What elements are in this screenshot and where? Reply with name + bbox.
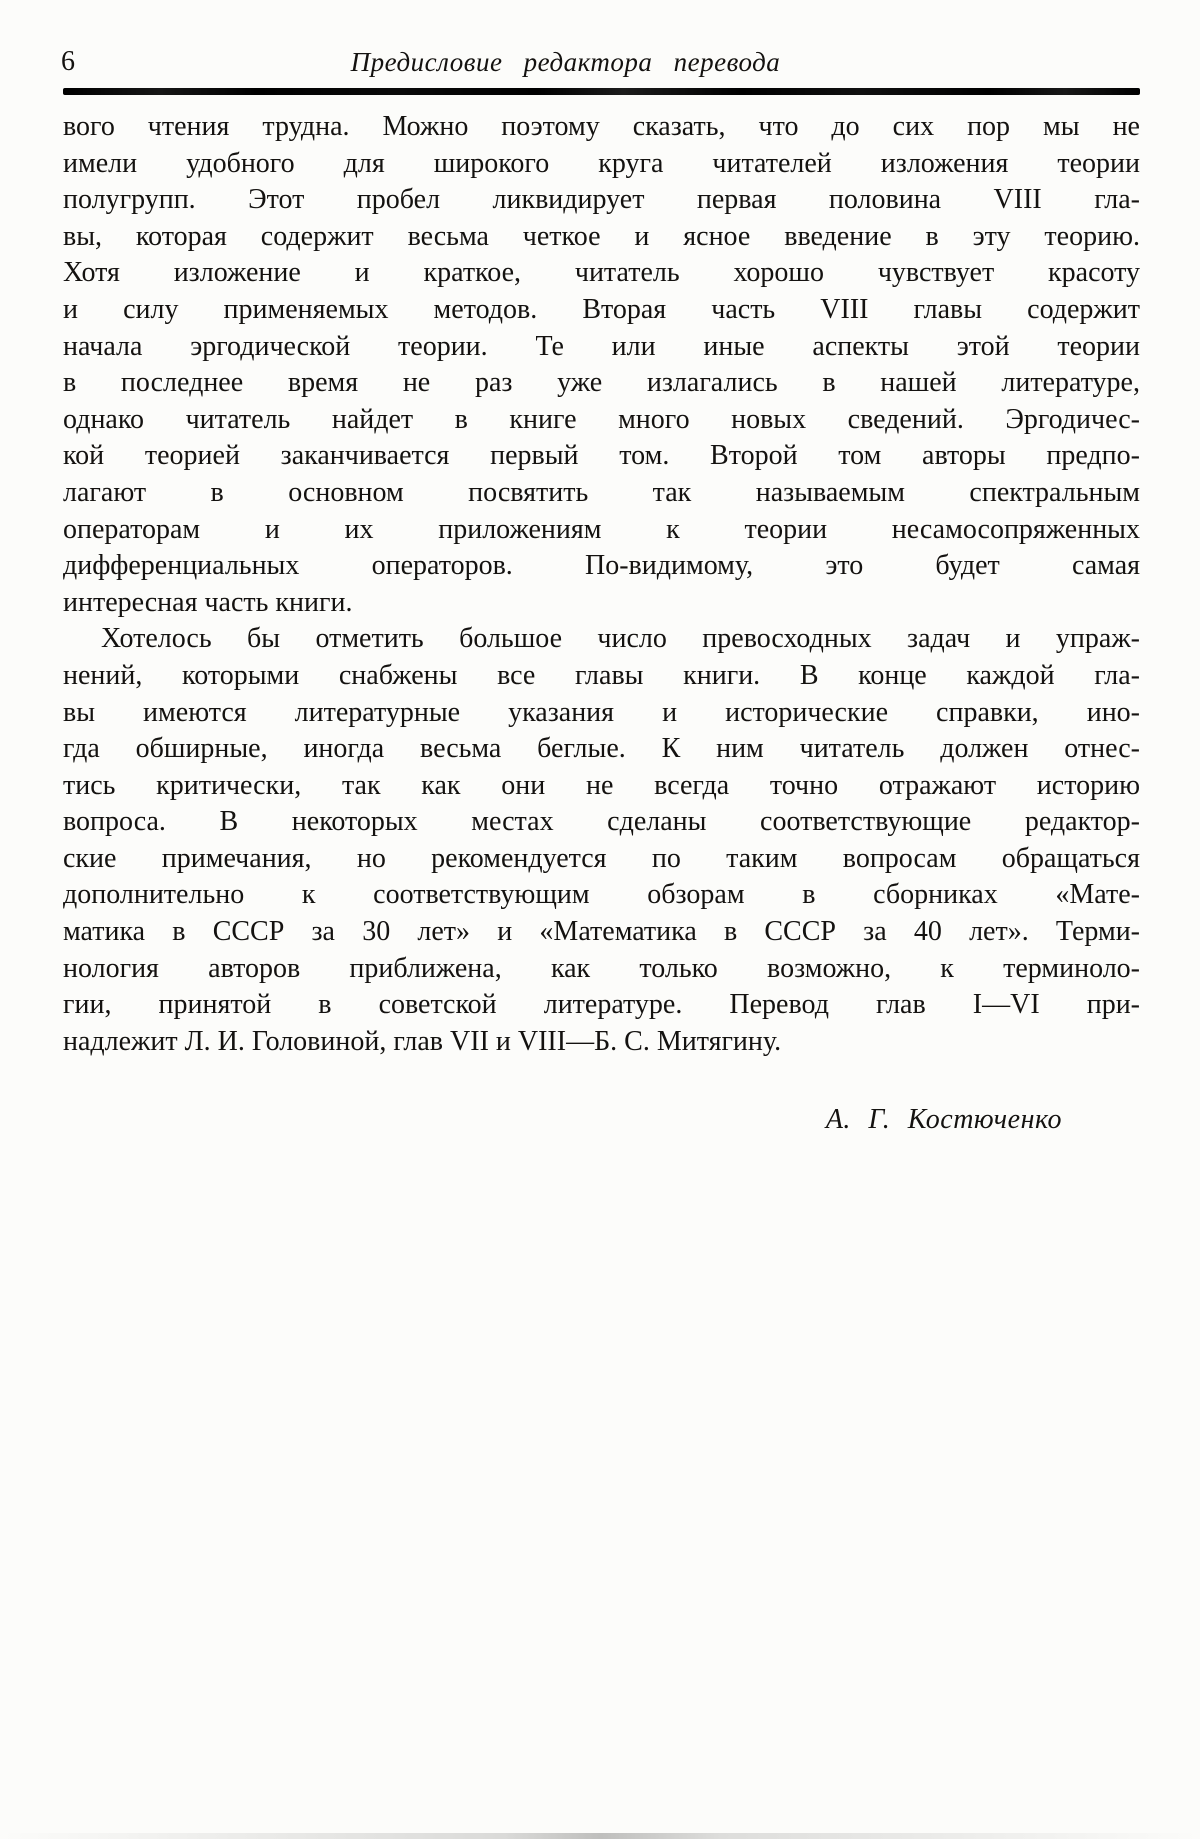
editor-signature: А. Г. Костюченко: [825, 1104, 1062, 1136]
text-line: нология авторов приближена, как только возможно, к терминоло-: [63, 952, 1140, 984]
text-line: гда обширные, иногда весьма беглые. К ним читатель должен отнес-: [63, 733, 1140, 765]
text-line: в последнее время не раз уже излагались в нашей литературе,: [63, 367, 1140, 399]
text-line: однако читатель найдет в книге много новых сведений. Эргодичес-: [63, 403, 1140, 435]
text-line: операторам и их приложениям к теории несамосопряженных: [63, 513, 1140, 545]
text-line: нений, которыми снабжены все главы книги. В конце каждой гла-: [63, 659, 1140, 691]
text-line: матика в СССР за 30 лет» и «Математика в СССР за 40 лет». Терми-: [63, 916, 1140, 948]
text-line: дополнительно к соответствующим обзорам в сборниках «Мате-: [63, 879, 1140, 911]
text-line: вопроса. В некоторых местах сделаны соответствующие редактор-: [63, 806, 1140, 838]
header-rule: [63, 88, 1140, 95]
running-header-title: Предисловие редактора перевода: [350, 47, 781, 77]
text-line: вого чтения трудна. Можно поэтому сказать, что до сих пор мы не: [63, 111, 1140, 142]
text-line: вы имеются литературные указания и исторические справки, ино-: [63, 696, 1140, 728]
text-line: ские примечания, но рекомендуется по таким вопросам обращаться: [63, 842, 1140, 874]
text-line: тись критически, так как они не всегда точно отражают историю: [63, 769, 1140, 801]
text-line: Хотя изложение и краткое, читатель хорошо чувствует красоту: [63, 257, 1140, 289]
text-line: надлежит Л. И. Головиной, глав VII и VIII—Б. С. Митягину.: [63, 1025, 782, 1057]
scan-edge-artifact: [0, 1833, 1200, 1839]
page-header: [63, 46, 1140, 82]
text-line: начала эргодической теории. Те или иные аспекты этой теории: [63, 330, 1140, 362]
text-line: Хотелось бы отметить большое число превосходных задач и упраж-: [101, 623, 1140, 655]
text-line: кой теорией заканчивается первый том. Второй том авторы предпо-: [63, 440, 1140, 472]
text-line: дифференциальных операторов. По-видимому, это будет самая: [63, 550, 1140, 582]
text-line: полугрупп. Этот пробел ликвидирует первая половина VIII гла-: [63, 184, 1140, 216]
body-text: [63, 109, 1140, 1060]
text-line: лагают в основном посвятить так называемым спектральным: [63, 476, 1140, 508]
text-line: интересная часть книги.: [63, 586, 353, 618]
text-line: имели удобного для широкого круга читателей изложения теории: [63, 147, 1140, 179]
text-line: и силу применяемых методов. Вторая часть VIII главы содержит: [63, 293, 1140, 325]
text-line: вы, которая содержит весьма четкое и ясное введение в эту теорию.: [63, 220, 1140, 252]
text-line: гии, принятой в советской литературе. Перевод глав I—VI при-: [63, 989, 1140, 1021]
page-number: 6: [61, 46, 75, 77]
